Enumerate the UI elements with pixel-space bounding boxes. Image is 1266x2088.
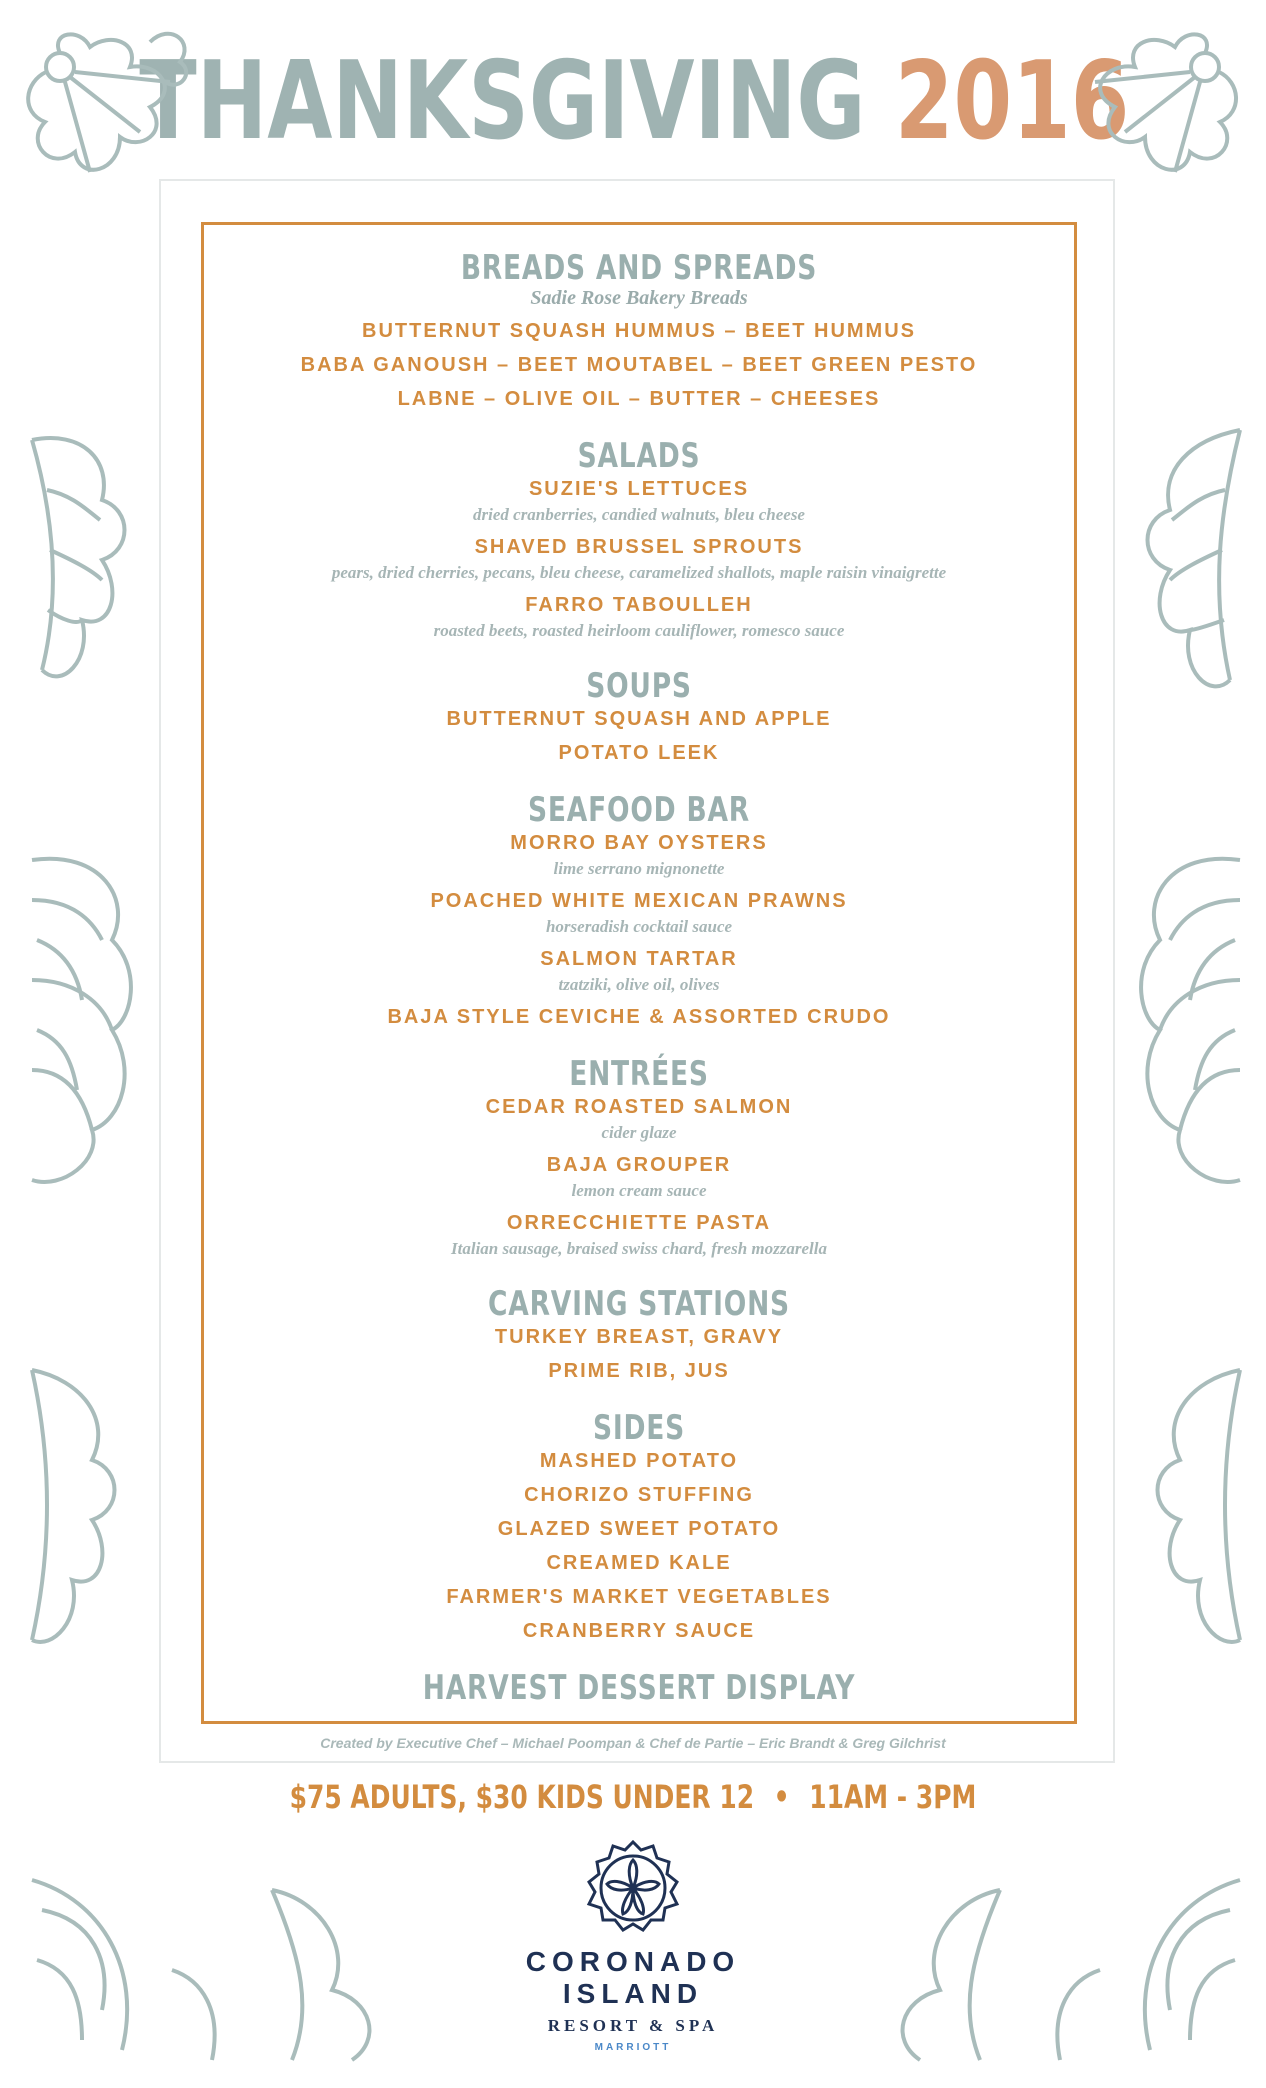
menu-item (201, 1358, 1077, 1384)
item-description: lemon cream sauce (571, 1181, 707, 1200)
section-subtitle: Sadie Rose Bakery Breads (530, 287, 748, 309)
item-description: tzatziki, olive oil, olives (558, 975, 720, 994)
item-description: horseradish cocktail sauce (545, 917, 733, 936)
item-name: BUTTERNUT SQUASH HUMMUS – BEET HUMMUS (362, 320, 916, 342)
section-salads (201, 438, 1077, 642)
section-sides (201, 1410, 1077, 1644)
leaf-icon (22, 1360, 132, 1660)
menu-item (201, 946, 1077, 996)
item-name: TURKEY BREAST, GRAVY (494, 1326, 784, 1348)
item-name: BUTTERNUT SQUASH AND APPLE (446, 708, 832, 730)
logo-text-marriott: MARRIOTT (594, 2042, 672, 2053)
item-name: LABNE – OLIVE OIL – BUTTER – CHEESES (397, 388, 881, 410)
item-name: SALMON TARTAR (540, 948, 738, 970)
section-seafood (201, 792, 1077, 1030)
separator-dot: • (773, 1778, 790, 1816)
menu-item (201, 1618, 1077, 1644)
leaf-icon (1150, 1360, 1250, 1660)
section-title: SEAFOOD BAR (528, 790, 750, 830)
item-name: MORRO BAY OYSTERS (510, 832, 768, 854)
section-title: SIDES (592, 1408, 686, 1448)
menu-item (201, 1324, 1077, 1350)
leaf-icon (1140, 420, 1250, 720)
item-name: CHORIZO STUFFING (524, 1484, 754, 1506)
item-description: cider glaze (601, 1123, 677, 1142)
item-name: POACHED WHITE MEXICAN PRAWNS (430, 890, 848, 912)
squash-icon (1130, 840, 1250, 1200)
item-name: CREAMED KALE (546, 1552, 732, 1574)
section-dessert (201, 1670, 1077, 1706)
chef-credits: Created by Executive Chef – Michael Poompan & Chef de Partie – Eric Brandt & Greg Gilchrist (320, 1735, 946, 1751)
item-name: CRANBERRY SAUCE (522, 1620, 756, 1642)
menu-item (201, 1516, 1077, 1542)
menu-item (201, 386, 1077, 412)
item-name: FARRO TABOULLEH (525, 594, 753, 616)
item-name: POTATO LEEK (558, 742, 720, 764)
menu-item (201, 1482, 1077, 1508)
item-description: roasted beets, roasted heirloom cauliflower, romesco sauce (433, 621, 845, 640)
section-title: BREADS AND SPREADS (460, 248, 818, 288)
menu-item (201, 830, 1077, 880)
menu-item (201, 592, 1077, 642)
price-text: $75 ADULTS, $30 KIDS UNDER 12 (289, 1778, 755, 1816)
section-title: SALADS (577, 436, 701, 476)
item-description: pears, dried cherries, pecans, bleu cheese, caramelized shallots, maple raisin vinaigrette (331, 563, 947, 582)
item-name: SHAVED BRUSSEL SPROUTS (474, 536, 804, 558)
item-name: BAJA GROUPER (546, 1154, 732, 1176)
resort-logo (0, 1838, 1266, 2053)
menu-content (201, 250, 1077, 1732)
pricing-line (139, 1778, 1126, 1816)
section-breads (201, 250, 1077, 412)
item-name: PRIME RIB, JUS (548, 1360, 730, 1382)
item-description: Italian sausage, braised swiss chard, fresh mozzarella (451, 1239, 827, 1258)
section-title: SOUPS (586, 666, 692, 706)
page-title (139, 39, 1130, 164)
menu-item (201, 1152, 1077, 1202)
title-word: THANKSGIVING (139, 39, 866, 164)
section-carving (201, 1286, 1077, 1384)
menu-item (201, 706, 1077, 732)
menu-item (201, 318, 1077, 344)
squash-icon (22, 840, 142, 1200)
menu-item (201, 1448, 1077, 1474)
section-title: ENTRÉES (569, 1054, 709, 1094)
sand-dollar-icon (583, 1838, 683, 1938)
menu-item (201, 1550, 1077, 1576)
item-name: CEDAR ROASTED SALMON (485, 1096, 793, 1118)
menu-item (201, 888, 1077, 938)
menu-item (201, 352, 1077, 378)
logo-text-island: ISLAND (562, 1978, 704, 2009)
menu-item (201, 534, 1077, 584)
section-title: HARVEST DESSERT DISPLAY (422, 1668, 856, 1708)
menu-item (201, 476, 1077, 526)
item-description: lime serrano mignonette (553, 859, 725, 878)
menu-item (201, 1210, 1077, 1260)
item-name: BAJA STYLE CEVICHE & ASSORTED CRUDO (387, 1006, 891, 1028)
item-name: ORRECCHIETTE PASTA (506, 1212, 772, 1234)
menu-item (201, 1584, 1077, 1610)
item-name: GLAZED SWEET POTATO (497, 1518, 781, 1540)
item-name: MASHED POTATO (539, 1450, 739, 1472)
item-name: FARMER'S MARKET VEGETABLES (446, 1586, 832, 1608)
menu-item (201, 1094, 1077, 1144)
hours-text: 11AM - 3PM (809, 1778, 977, 1816)
leaf-icon (22, 420, 142, 720)
logo-text-coronado: CORONADO (525, 1946, 741, 1977)
logo-text-resort: RESORT & SPA (547, 2016, 719, 2035)
item-name: BABA GANOUSH – BEET MOUTABEL – BEET GREEN PESTO (300, 354, 978, 376)
menu-item (201, 740, 1077, 766)
item-description: dried cranberries, candied walnuts, bleu cheese (473, 505, 805, 524)
title-year: 2016 (894, 39, 1130, 164)
section-entrees (201, 1056, 1077, 1260)
section-soups (201, 668, 1077, 766)
item-name: SUZIE'S LETTUCES (528, 478, 750, 500)
menu-item (201, 1004, 1077, 1030)
section-title: CARVING STATIONS (488, 1284, 790, 1324)
